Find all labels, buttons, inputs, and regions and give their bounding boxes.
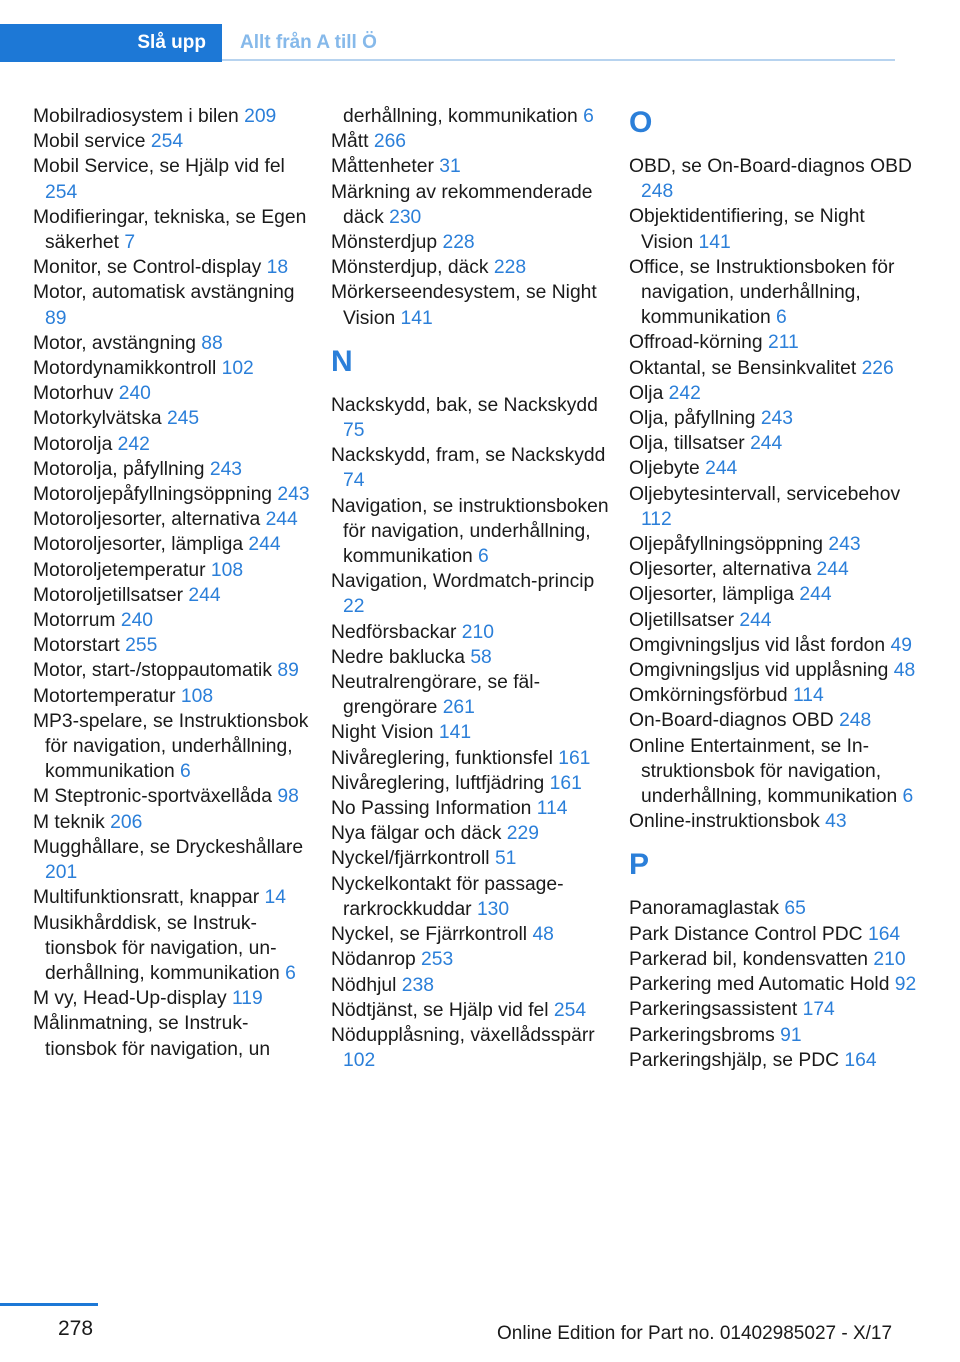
index-entry-text: Omkörningsförbud xyxy=(629,685,793,707)
index-entry xyxy=(331,154,611,179)
index-entry xyxy=(331,771,611,796)
index-entry-text: M Steptronic-sportväxellåda xyxy=(33,786,278,808)
section-gap xyxy=(331,331,611,343)
page-link[interactable]: 244 xyxy=(750,433,783,455)
index-entry xyxy=(331,393,611,443)
index-entry xyxy=(629,896,919,921)
index-entry xyxy=(331,280,611,330)
index-entry-text: Motorolja, påfyllning xyxy=(33,458,210,480)
index-entry xyxy=(629,947,919,972)
page-link[interactable]: 248 xyxy=(641,181,674,203)
index-entry xyxy=(629,330,919,355)
index-entry xyxy=(33,154,313,204)
page-link[interactable]: 141 xyxy=(400,307,433,329)
page-link[interactable]: 114 xyxy=(536,798,568,820)
page-link[interactable]: 6 xyxy=(285,962,296,984)
index-entry-text: Online Entertainment, se Instruktionsbok för navigation, underhållning, kommunikation xyxy=(629,735,903,808)
index-entry xyxy=(33,205,313,255)
page-link[interactable]: 119 xyxy=(231,988,263,1010)
index-entry xyxy=(629,204,919,254)
page-link[interactable]: 228 xyxy=(493,257,527,279)
page-link[interactable]: 266 xyxy=(373,131,407,153)
index-entry xyxy=(331,1023,611,1073)
page-link[interactable]: 201 xyxy=(45,862,78,884)
index-column-1 xyxy=(33,104,313,1062)
index-entry xyxy=(629,1023,919,1048)
index-entry xyxy=(629,658,919,683)
index-entry-text: Multifunktionsratt, knappar xyxy=(33,887,265,909)
index-entry-text: Motorolja xyxy=(33,433,118,455)
page-link[interactable]: 254 xyxy=(45,181,78,203)
index-entry xyxy=(331,746,611,771)
page-link[interactable]: 248 xyxy=(839,710,872,732)
page-link[interactable]: 98 xyxy=(277,786,299,808)
index-entry xyxy=(33,558,313,583)
footer-accent-line xyxy=(0,1303,98,1306)
index-entry-text: No Passing Information xyxy=(331,798,537,820)
section-letter: N xyxy=(331,344,353,378)
index-entry xyxy=(331,998,611,1023)
index-entry-text: Nya fälgar och däck xyxy=(331,823,507,845)
index-column-2 xyxy=(331,104,611,1073)
tab-divider xyxy=(222,59,895,61)
index-entry-text: Märkning av rekommenderade däck xyxy=(331,181,593,228)
index-entry xyxy=(629,557,919,582)
page-link[interactable]: 226 xyxy=(861,357,894,379)
page-link[interactable]: 174 xyxy=(802,999,835,1021)
index-entry xyxy=(629,255,919,331)
index-entry-text: Motoroljesorter, lämpliga xyxy=(33,534,249,556)
index-entry xyxy=(331,104,611,129)
index-entry xyxy=(331,973,611,998)
index-entry-text: Oljetillsatser xyxy=(629,609,740,631)
page-link[interactable]: 102 xyxy=(343,1050,376,1072)
index-entry-text: Oljesorter, alternativa xyxy=(629,559,817,581)
index-entry xyxy=(629,608,919,633)
section-gap xyxy=(629,834,919,846)
index-entry xyxy=(33,885,313,910)
index-entry xyxy=(33,784,313,809)
page-link[interactable]: 161 xyxy=(558,747,591,769)
index-entry-text: Nedre baklucka xyxy=(331,646,471,668)
index-entry xyxy=(629,431,919,456)
index-entry-text: Motoroljepåfyllningsöppning xyxy=(33,484,278,506)
page-link[interactable]: 244 xyxy=(248,534,281,556)
index-entry xyxy=(33,684,313,709)
index-entry xyxy=(331,494,611,570)
index-entry xyxy=(629,922,919,947)
index-entry-text: Motoroljetemperatur xyxy=(33,559,211,581)
page-link[interactable]: 141 xyxy=(438,722,472,744)
page-link[interactable]: 210 xyxy=(461,621,494,643)
page-link[interactable]: 210 xyxy=(873,948,906,970)
index-entry xyxy=(33,911,313,987)
index-entry-text: Motoroljesorter, alternativa xyxy=(33,509,266,531)
page-link[interactable]: 244 xyxy=(705,458,738,480)
index-entry xyxy=(629,734,919,810)
page-link[interactable]: 31 xyxy=(439,156,461,178)
index-entry-text: Modifieringar, tekniska, se Egen säkerhet xyxy=(33,206,307,254)
index-entry xyxy=(33,356,313,381)
page-link[interactable]: 141 xyxy=(698,231,731,253)
index-entry-text: Mobil Service, se Hjälp vid fel xyxy=(33,156,285,178)
index-entry-text: Mått xyxy=(331,131,374,153)
page-link[interactable]: 254 xyxy=(150,131,184,153)
page-link[interactable]: 244 xyxy=(816,559,849,581)
page-link[interactable]: 161 xyxy=(549,772,582,794)
page-link[interactable]: 6 xyxy=(180,761,191,783)
page-number: 278 xyxy=(58,1317,94,1340)
index-entry-text: Parkeringsassistent xyxy=(629,999,803,1021)
page-link[interactable]: 244 xyxy=(265,509,298,531)
index-entry xyxy=(331,620,611,645)
page-link[interactable]: 242 xyxy=(668,382,701,404)
index-entry xyxy=(33,432,313,457)
section-letter: O xyxy=(629,106,653,139)
index-entry xyxy=(33,709,313,785)
index-entry-text: OBD, se On-Board-diagnos OBD xyxy=(629,156,912,177)
page-link[interactable]: 242 xyxy=(117,433,150,455)
index-entry-text: Motortemperatur xyxy=(33,685,181,707)
page-link[interactable]: 91 xyxy=(780,1024,802,1046)
edition-note: Online Edition for Part no. 01402985027 - X/17 xyxy=(497,1323,893,1344)
index-entry-text: Nyckel/fjärrkontroll xyxy=(331,848,495,870)
index-entry xyxy=(629,456,919,481)
index-entry xyxy=(629,381,919,406)
page-link[interactable]: 230 xyxy=(389,206,422,228)
index-entry-text: Nedförsbackar xyxy=(331,621,462,643)
page-link[interactable]: 112 xyxy=(641,508,672,530)
index-entry xyxy=(33,608,313,633)
index-entry xyxy=(33,507,313,532)
index-entry xyxy=(33,835,313,885)
index-entry-text: derhållning, kommunikation xyxy=(343,106,584,127)
index-entry-text: Night Vision xyxy=(331,722,439,744)
index-entry-text: Parkeringsbroms xyxy=(629,1024,781,1046)
index-entry-text: Office, se Instruktionsboken för navigation, underhållning, kommunikation xyxy=(629,256,895,329)
page-link[interactable]: 89 xyxy=(45,307,67,329)
index-entry-text: Motorstart xyxy=(33,635,126,657)
index-entry xyxy=(629,154,919,204)
index-entry-text: Omgivningsljus vid låst fordon xyxy=(629,634,891,656)
page-link[interactable]: 254 xyxy=(553,999,587,1021)
index-entry-text: Parkeringshjälp, se PDC xyxy=(629,1049,845,1071)
index-entry-text: Motorhuv xyxy=(33,383,119,405)
page-link[interactable]: 49 xyxy=(890,634,912,656)
index-entry-text: Nackskydd, bak, se Nackskydd xyxy=(331,394,598,416)
index-entry xyxy=(331,821,611,846)
index-entry-text: Motor, start-/stoppautomatik xyxy=(33,660,278,682)
index-entry xyxy=(33,1011,313,1061)
index-entry xyxy=(331,255,611,280)
page-link[interactable]: 245 xyxy=(166,408,200,430)
index-entry-text: Motor, avstängning xyxy=(33,332,202,354)
page-link[interactable]: 108 xyxy=(210,559,244,581)
page-link[interactable]: 6 xyxy=(583,106,594,127)
index-entry-text: Mönsterdjup, däck xyxy=(331,257,494,279)
index-entry xyxy=(331,947,611,972)
index-entry xyxy=(629,708,919,733)
index-entry-text: M vy, Head-Up-display xyxy=(33,988,232,1010)
page-link[interactable]: 164 xyxy=(844,1049,877,1071)
page-link[interactable]: 240 xyxy=(118,383,151,405)
page-link[interactable]: 253 xyxy=(421,949,454,971)
index-entry xyxy=(33,457,313,482)
index-entry xyxy=(331,922,611,947)
index-entry xyxy=(331,180,611,230)
index-entry xyxy=(33,633,313,658)
page-link[interactable]: 65 xyxy=(784,898,806,920)
index-entry xyxy=(629,406,919,431)
index-entry xyxy=(331,846,611,871)
index-entry-text: Park Distance Control PDC xyxy=(629,923,868,945)
index-entry-text: Offroad-körning xyxy=(629,332,768,354)
page-link[interactable]: 6 xyxy=(902,786,914,808)
index-entry-text: Mörkerseendesystem, se Night Vision xyxy=(331,282,597,329)
index-entry-text: Nyckel, se Fjärrkontroll xyxy=(331,924,533,946)
index-entry-text: Parkering med Automatic Hold xyxy=(629,974,895,996)
page-link[interactable]: 75 xyxy=(343,420,365,442)
index-entry-text: Motoroljetillsatser xyxy=(33,584,189,606)
index-entry xyxy=(331,720,611,745)
index-entry-text: Neutralrengörare, se fälgrengörare xyxy=(331,672,540,719)
page-link[interactable]: 7 xyxy=(124,232,136,254)
index-entry-text: Mobil service xyxy=(33,131,151,153)
page-link[interactable]: 261 xyxy=(442,697,475,719)
index-entry-text: Olja xyxy=(629,382,669,404)
page-link[interactable]: 18 xyxy=(266,257,289,279)
page-link[interactable]: 229 xyxy=(506,823,539,845)
index-entry-text: Oljesorter, lämpliga xyxy=(629,584,800,606)
index-entry xyxy=(629,633,919,658)
index-entry xyxy=(331,645,611,670)
index-entry xyxy=(629,582,919,607)
index-entry-text: Nivåreglering, funktionsfel xyxy=(331,747,559,769)
index-entry xyxy=(629,1048,919,1073)
index-entry xyxy=(33,104,313,129)
page-link[interactable]: 6 xyxy=(776,307,787,329)
index-entry-text: Omgivningsljus vid upplåsning xyxy=(629,660,894,682)
index-entry-text: Navigation, Wordmatch-princip xyxy=(331,571,595,593)
index-entry-text: Nödupplåsning, växellådsspärr xyxy=(331,1024,595,1046)
index-entry xyxy=(33,482,313,507)
index-entry xyxy=(629,997,919,1022)
page-link[interactable]: 243 xyxy=(828,534,861,556)
tab-a-to-z[interactable]: Allt från A till Ö xyxy=(240,32,377,53)
index-entry-text: On-Board-diagnos OBD xyxy=(629,710,840,732)
index-entry-text: Objektidentifiering, se Night Vision xyxy=(629,206,865,253)
page-link[interactable]: 243 xyxy=(209,458,243,480)
index-entry xyxy=(33,986,313,1011)
index-entry xyxy=(33,129,313,154)
index-entry-text: Motor, automatisk avstängning xyxy=(33,282,295,304)
page-link[interactable]: 243 xyxy=(277,484,310,506)
index-entry-text: Navigation, se instruktionsboken för navigation, underhållning, kommunikation xyxy=(331,495,609,568)
index-entry xyxy=(629,809,919,834)
page-link[interactable]: 43 xyxy=(825,811,847,833)
page-link[interactable]: 228 xyxy=(442,232,475,254)
page-link[interactable]: 74 xyxy=(343,470,365,492)
page-link[interactable]: 211 xyxy=(767,332,799,354)
page-link[interactable]: 6 xyxy=(478,546,489,568)
index-entry xyxy=(629,356,919,381)
page-link[interactable]: 164 xyxy=(867,923,901,945)
index-entry-text: Panoramaglastak xyxy=(629,898,785,920)
index-entry-text: M teknik xyxy=(33,811,111,833)
index-entry xyxy=(629,482,919,532)
page-link[interactable]: 92 xyxy=(894,974,917,996)
index-entry-text: Motorkylvätska xyxy=(33,408,167,430)
index-entry-text: Oljebytesintervall, servicebehov xyxy=(629,483,901,505)
page-link[interactable]: 244 xyxy=(799,584,832,606)
index-entry xyxy=(33,381,313,406)
index-entry xyxy=(33,810,313,835)
page-link[interactable]: 51 xyxy=(494,848,517,870)
index-entry-text: Oljepåfyllningsöppning xyxy=(629,534,829,556)
index-entry xyxy=(33,532,313,557)
index-entry-text: Oktantal, se Bensinkvalitet xyxy=(629,357,862,379)
index-entry xyxy=(33,255,313,280)
index-entry xyxy=(33,583,313,608)
index-entry-text: Måttenheter xyxy=(331,156,440,178)
page-link[interactable]: 102 xyxy=(221,358,254,380)
index-entry-text: Nackskydd, fram, se Nackskydd xyxy=(331,445,606,467)
page-link[interactable]: 14 xyxy=(264,887,286,909)
index-entry-text: Mugghållare, se Dryckeshållare xyxy=(33,836,304,858)
page-link[interactable]: 244 xyxy=(188,584,221,606)
index-entry-text: Online-instruktionsbok xyxy=(629,811,826,833)
page-link[interactable]: 89 xyxy=(277,660,299,682)
page-link[interactable]: 244 xyxy=(739,609,772,631)
index-entry xyxy=(331,569,611,619)
index-entry xyxy=(331,872,611,922)
page-link[interactable]: 130 xyxy=(476,898,510,920)
index-entry-text: Oljebyte xyxy=(629,458,706,480)
page-link[interactable]: 240 xyxy=(120,610,154,632)
index-entry xyxy=(629,972,919,997)
index-entry-text: Olja, påfyllning xyxy=(629,408,761,430)
index-entry xyxy=(331,230,611,255)
index-entry-text: MP3-spelare, se Instruktionsbok för navigation, underhållning, kommunikation xyxy=(33,710,309,783)
index-entry-text: Mobilradiosystem i bilen xyxy=(33,106,245,127)
index-entry xyxy=(331,670,611,720)
index-entry xyxy=(331,796,611,821)
index-entry-text: Motorrum xyxy=(33,610,121,632)
index-entry-text: Monitor, se Control-display xyxy=(33,257,267,279)
page-link[interactable]: 88 xyxy=(201,332,223,354)
page-link[interactable]: 243 xyxy=(760,408,793,430)
index-entry-text: Målinmatning, se Instruktionsbok för navigation, un xyxy=(33,1013,271,1060)
index-entry xyxy=(629,683,919,708)
index-entry xyxy=(629,532,919,557)
index-entry-text: Nödhjul xyxy=(331,974,402,996)
index-entry-text: Mönsterdjup xyxy=(331,232,443,254)
index-entry-text: Nödanrop xyxy=(331,949,422,971)
index-entry xyxy=(33,331,313,356)
tab-lookup[interactable]: Slå upp xyxy=(0,24,222,62)
page-link[interactable]: 206 xyxy=(110,811,143,833)
index-entry-text: Parkerad bil, kondensvatten xyxy=(629,948,874,970)
index-entry-text: Motordynamikkontroll xyxy=(33,358,222,380)
tab-bar xyxy=(0,0,895,62)
index-column-3 xyxy=(629,104,919,1073)
index-entry-text: Olja, tillsatser xyxy=(629,433,751,455)
page-link[interactable]: 238 xyxy=(401,974,434,996)
page-link[interactable]: 209 xyxy=(244,106,277,127)
page-link[interactable]: 48 xyxy=(532,924,554,946)
index-entry xyxy=(33,658,313,683)
page-link[interactable]: 255 xyxy=(125,635,158,657)
section-letter: P xyxy=(629,848,650,882)
index-entry xyxy=(331,443,611,493)
index-entry xyxy=(33,280,313,330)
index-entry xyxy=(331,129,611,154)
page-link[interactable]: 114 xyxy=(792,685,824,707)
index-entry xyxy=(33,406,313,431)
index-entry-text: Nödtjänst, se Hjälp vid fel xyxy=(331,999,554,1021)
index-entry-text: Nyckelkontakt för passagerarkrockkuddar xyxy=(331,873,564,920)
page-link[interactable]: 108 xyxy=(180,685,214,707)
index-entry-text: Musikhårddisk, se Instruktionsbok för navigation, underhållning, kommunikation xyxy=(33,912,286,984)
page-link[interactable]: 58 xyxy=(470,646,492,668)
index-entry-text: Nivåreglering, luftfjädring xyxy=(331,772,550,794)
page-link[interactable]: 48 xyxy=(893,660,916,682)
page-link[interactable]: 22 xyxy=(343,596,365,618)
